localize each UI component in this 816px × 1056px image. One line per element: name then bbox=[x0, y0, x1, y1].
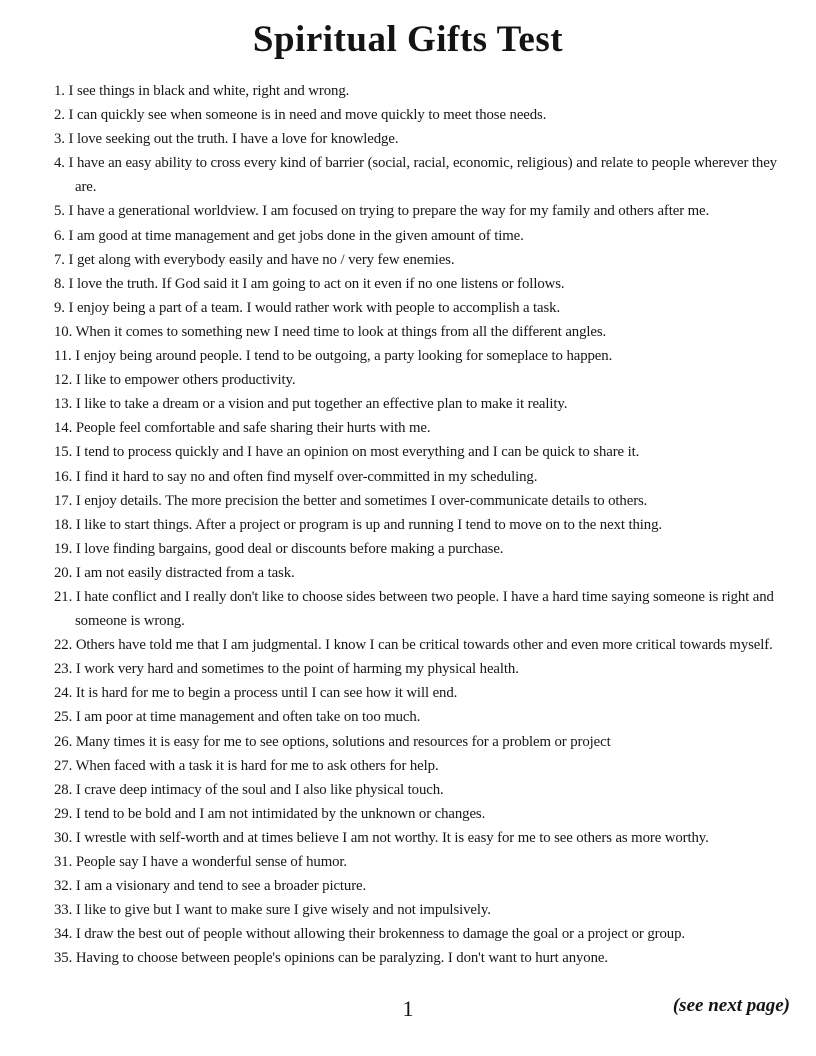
item-text: I wrestle with self-worth and at times believe I am not worthy. It is easy for me to see others as more worthy. bbox=[75, 829, 709, 846]
list-item bbox=[54, 296, 800, 320]
item-number: 32. bbox=[54, 878, 73, 895]
list-item bbox=[54, 368, 800, 392]
item-number: 29. bbox=[54, 805, 73, 822]
item-text: I get along with everybody easily and have no / very few enemies. bbox=[68, 251, 455, 268]
item-number: 26. bbox=[54, 733, 73, 750]
item-number: 33. bbox=[54, 902, 73, 919]
page-number: 1 bbox=[402, 996, 414, 1021]
item-number: 24. bbox=[54, 685, 73, 702]
item-text: When it comes to something new I need time to look at things from all the different angles. bbox=[75, 323, 607, 340]
item-text: I am good at time management and get jobs done in the given amount of time. bbox=[68, 227, 524, 244]
list-item bbox=[54, 657, 800, 681]
list-item bbox=[54, 633, 800, 657]
item-number: 28. bbox=[54, 781, 73, 798]
statement-list bbox=[54, 79, 800, 970]
item-number: 23. bbox=[54, 661, 73, 678]
list-item bbox=[54, 513, 800, 537]
item-number: 18. bbox=[54, 516, 73, 533]
list-item bbox=[54, 946, 800, 970]
item-text: I draw the best out of people without allowing their brokenness to damage the goal or a project or group. bbox=[75, 926, 685, 943]
item-text: I love the truth. If God said it I am going to act on it even if no one listens or follows. bbox=[68, 275, 565, 292]
item-number: 4. bbox=[54, 155, 65, 172]
item-text: I have an easy ability to cross every kind of barrier (social, racial, economic, religious) and relate to people wherever they are. bbox=[68, 155, 777, 196]
item-number: 16. bbox=[54, 468, 73, 485]
list-item bbox=[54, 778, 800, 802]
list-item bbox=[54, 440, 800, 464]
item-text: I am not easily distracted from a task. bbox=[75, 564, 295, 581]
item-text: I enjoy being a part of a team. I would rather work with people to accomplish a task. bbox=[68, 299, 561, 316]
list-item bbox=[54, 802, 800, 826]
item-number: 35. bbox=[54, 950, 73, 967]
list-item bbox=[54, 681, 800, 705]
item-text: I am poor at time management and often take on too much. bbox=[75, 709, 421, 726]
item-text: I am a visionary and tend to see a broader picture. bbox=[75, 878, 367, 895]
list-item bbox=[54, 416, 800, 440]
item-number: 14. bbox=[54, 420, 73, 437]
list-item bbox=[54, 489, 800, 513]
list-item bbox=[54, 248, 800, 272]
item-text: I find it hard to say no and often find myself over-committed in my scheduling. bbox=[75, 468, 538, 485]
item-number: 12. bbox=[54, 372, 73, 389]
item-text: I hate conflict and I really don't like to choose sides between two people. I have a hard time saying someone is right and someone is wrong. bbox=[75, 588, 774, 630]
item-text: I love seeking out the truth. I have a love for knowledge. bbox=[68, 131, 399, 148]
list-item bbox=[54, 585, 800, 633]
item-text: I like to give but I want to make sure I give wisely and not impulsively. bbox=[75, 902, 491, 919]
item-number: 19. bbox=[54, 540, 73, 557]
item-text: I like to take a dream or a vision and put together an effective plan to make it reality. bbox=[75, 396, 568, 413]
list-item bbox=[54, 730, 800, 754]
item-text: I like to empower others productivity. bbox=[75, 372, 296, 389]
list-item bbox=[54, 850, 800, 874]
list-item bbox=[54, 392, 800, 416]
list-item bbox=[54, 754, 800, 778]
item-number: 5. bbox=[54, 203, 65, 220]
list-item bbox=[54, 705, 800, 729]
list-item bbox=[54, 224, 800, 248]
item-number: 8. bbox=[54, 275, 65, 292]
item-text: Others have told me that I am judgmental. I know I can be critical towards other and even more critical towards myself. bbox=[75, 637, 773, 654]
item-text: I see things in black and white, right and wrong. bbox=[68, 83, 350, 99]
item-number: 30. bbox=[54, 829, 73, 846]
list-item bbox=[54, 79, 800, 103]
item-number: 13. bbox=[54, 396, 73, 413]
item-number: 11. bbox=[54, 348, 72, 365]
item-text: I tend to process quickly and I have an opinion on most everything and I can be quick to share it. bbox=[75, 444, 640, 461]
list-item bbox=[54, 151, 800, 199]
item-text: Many times it is easy for me to see options, solutions and resources for a problem or project bbox=[75, 733, 611, 750]
list-item bbox=[54, 537, 800, 561]
item-number: 10. bbox=[54, 323, 73, 340]
item-number: 21. bbox=[54, 588, 73, 605]
item-number: 2. bbox=[54, 107, 65, 124]
item-text: I enjoy details. The more precision the better and sometimes I over-communicate details to others. bbox=[75, 492, 648, 509]
item-number: 22. bbox=[54, 637, 73, 654]
list-item bbox=[54, 561, 800, 585]
item-text: I love finding bargains, good deal or discounts before making a purchase. bbox=[75, 540, 504, 557]
item-number: 6. bbox=[54, 227, 65, 244]
item-number: 3. bbox=[54, 131, 65, 148]
list-item bbox=[54, 898, 800, 922]
list-item bbox=[54, 874, 800, 898]
list-item bbox=[54, 922, 800, 946]
see-next-page-note: (see next page) bbox=[672, 995, 790, 1016]
item-text: I crave deep intimacy of the soul and I also like physical touch. bbox=[75, 781, 444, 798]
item-number: 9. bbox=[54, 299, 65, 316]
item-number: 34. bbox=[54, 926, 73, 943]
item-text: I tend to be bold and I am not intimidated by the unknown or changes. bbox=[75, 805, 486, 822]
item-number: 15. bbox=[54, 444, 73, 461]
list-item bbox=[54, 465, 800, 489]
item-number: 20. bbox=[54, 564, 73, 581]
item-text: I like to start things. After a project or program is up and running I tend to move on to the next thing. bbox=[75, 516, 663, 533]
item-text: I can quickly see when someone is in need and move quickly to meet those needs. bbox=[68, 107, 547, 124]
list-item bbox=[54, 199, 800, 223]
list-item bbox=[54, 826, 800, 850]
page-title: Spiritual Gifts Test bbox=[252, 19, 564, 60]
item-number: 27. bbox=[54, 757, 73, 774]
list-item bbox=[54, 344, 800, 368]
item-text: When faced with a task it is hard for me to ask others for help. bbox=[75, 757, 439, 774]
list-item bbox=[54, 272, 800, 296]
item-number: 25. bbox=[54, 709, 73, 726]
item-number: 17. bbox=[54, 492, 73, 509]
item-text: People feel comfortable and safe sharing their hurts with me. bbox=[75, 420, 431, 437]
item-text: I work very hard and sometimes to the point of harming my physical health. bbox=[75, 661, 519, 678]
item-text: It is hard for me to begin a process until I can see how it will end. bbox=[75, 685, 458, 702]
item-number: 1. bbox=[54, 83, 65, 99]
item-text: Having to choose between people's opinions can be paralyzing. I don't want to hurt anyone. bbox=[75, 950, 608, 967]
list-item bbox=[54, 320, 800, 344]
item-text: People say I have a wonderful sense of humor. bbox=[75, 854, 348, 870]
item-number: 7. bbox=[54, 251, 65, 268]
list-item bbox=[54, 127, 800, 151]
item-number: 31. bbox=[54, 854, 73, 870]
list-item bbox=[54, 103, 800, 127]
item-text: I enjoy being around people. I tend to be outgoing, a party looking for someplace to happen. bbox=[75, 348, 613, 365]
item-text: I have a generational worldview. I am focused on trying to prepare the way for my family and others after me. bbox=[68, 203, 710, 220]
